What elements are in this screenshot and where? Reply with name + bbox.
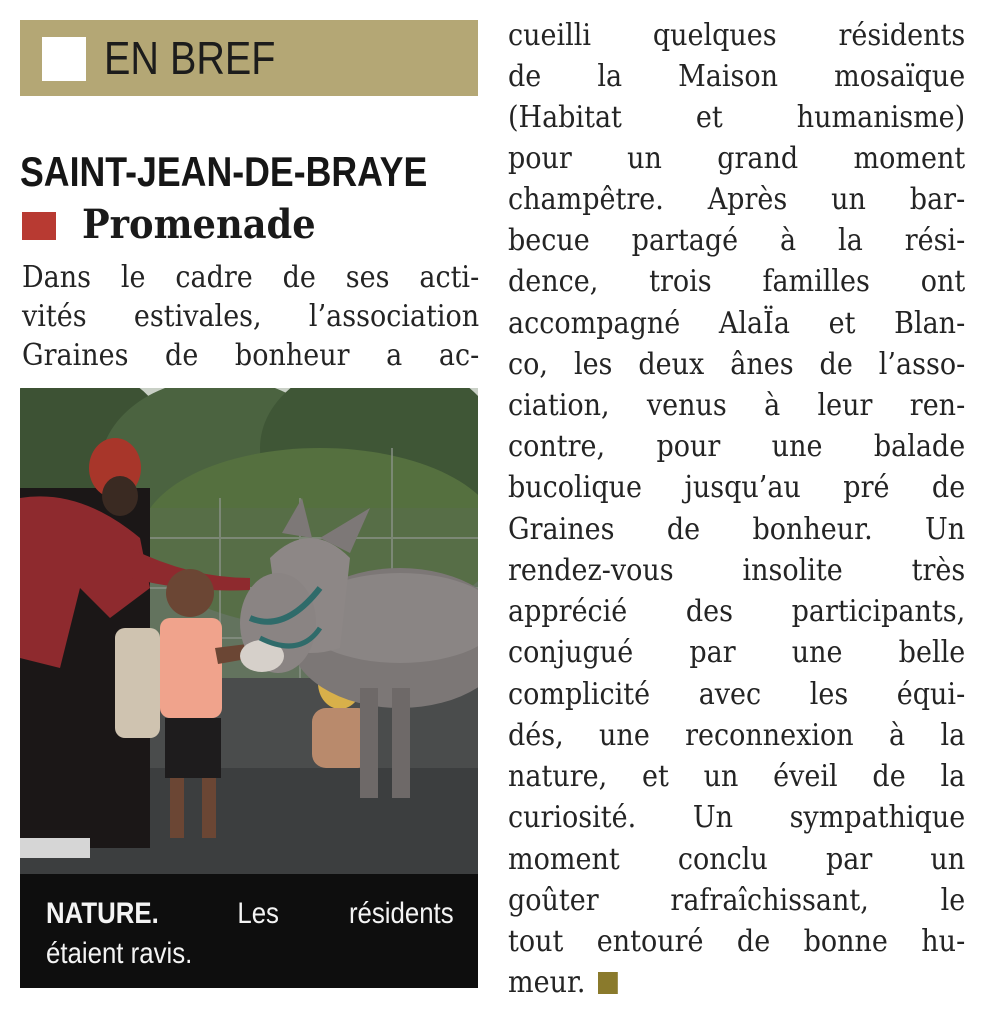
body-line: moment conclu par un: [508, 842, 966, 877]
body-line-end-text: meur.: [508, 965, 586, 1000]
caption-line-rest: Les résidents: [237, 897, 454, 930]
caption-text: [46, 894, 454, 974]
body-line: pour un grand moment: [508, 141, 966, 176]
article-photo: [20, 388, 478, 874]
headline-square-icon: [22, 212, 56, 240]
body-line: bucolique jusqu’au pré de: [508, 470, 966, 505]
article-locality: SAINT-JEAN-DE-BRAYE: [20, 148, 428, 195]
body-line: goûter rafraîchissant, le: [508, 883, 966, 918]
body-line: accompagné AlaÏa et Blan-: [508, 306, 966, 341]
banner-square-icon: [42, 37, 86, 81]
body-line: co, les deux ânes de l’asso-: [508, 347, 966, 382]
body-line: curiosité. Un sympathique: [508, 800, 966, 835]
body-line: Graines de bonheur a ac-: [22, 338, 480, 373]
caption-lead: NATURE.: [46, 897, 159, 930]
body-line: cueilli quelques résidents: [508, 18, 966, 53]
body-line: conjugué par une belle: [508, 635, 966, 670]
section-banner: [20, 20, 478, 96]
body-line: Dans le cadre de ses acti-: [22, 260, 480, 295]
body-line: apprécié des participants,: [508, 594, 966, 629]
body-line: contre, pour une balade: [508, 429, 966, 464]
end-of-article-square-icon: [598, 972, 618, 994]
body-line: rendez-vous insolite très: [508, 553, 966, 588]
body-line: dence, trois familles ont: [508, 264, 966, 299]
body-line: ciation, venus à leur ren-: [508, 388, 966, 423]
body-line: Graines de bonheur. Un: [508, 512, 966, 547]
body-line: complicité avec les équi-: [508, 677, 966, 712]
body-line-last: [508, 963, 965, 1003]
body-line: dés, une reconnexion à la: [508, 718, 966, 753]
article-headline: Promenade: [82, 201, 316, 248]
photo-caption: [20, 874, 478, 988]
body-line: nature, et un éveil de la: [508, 759, 966, 794]
body-line: (Habitat et humanisme): [508, 100, 966, 135]
donkey-photo-illustration: [20, 388, 478, 874]
body-line: champêtre. Après un bar-: [508, 182, 966, 217]
body-line: de la Maison mosaïque: [508, 59, 966, 94]
section-label: EN BREF: [104, 32, 276, 84]
caption-line: étaient ravis.: [46, 937, 193, 970]
body-line: becue partagé à la rési-: [508, 223, 966, 258]
body-line: vités estivales, l’association: [22, 299, 480, 334]
caption-line: [46, 894, 454, 934]
body-line: tout entouré de bonne hu-: [508, 924, 966, 959]
